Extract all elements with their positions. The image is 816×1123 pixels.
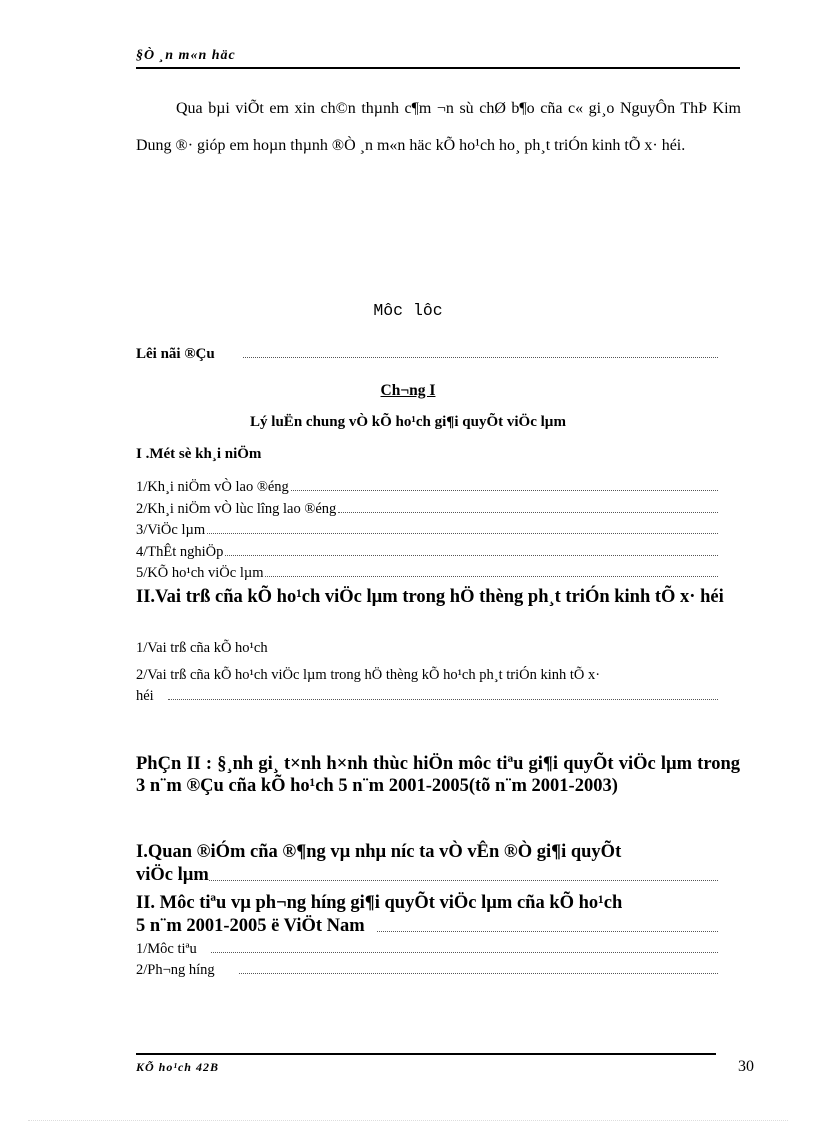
dot-leader <box>243 357 718 358</box>
toc-entry[interactable] <box>136 544 718 561</box>
toc-entry-label[interactable]: 1/Vai trß cña kÕ ho¹ch <box>136 640 268 656</box>
toc-entry[interactable] <box>136 916 718 937</box>
toc-entry[interactable] <box>136 688 718 705</box>
dot-leader <box>377 931 718 932</box>
toc-heading-line: I.Quan ®iÓm cña ®¶ng vµ nhµ níc ta vÒ vÊn ®Ò gi¶i quyÕt <box>136 842 622 862</box>
dot-leader <box>338 512 718 513</box>
toc-title: Môc lôc <box>373 301 443 320</box>
dot-leader <box>239 973 718 974</box>
toc-heading-line: II. Môc tiªu vµ ph¬ng híng gi¶i quyÕt viÖc lµm cña kÕ ho¹ch <box>136 893 623 913</box>
dot-leader <box>168 699 718 700</box>
header-rule <box>136 67 740 69</box>
toc-entry-label: 1/Môc tiªu <box>136 941 197 957</box>
chapter-subtitle: Lý luËn chung vÒ kÕ ho¹ch gi¶i quyÕt viÖc lµm <box>250 414 566 430</box>
dot-leader <box>291 490 718 491</box>
chapter-label: Ch¬ng I <box>380 382 436 399</box>
toc-entry-label: héi <box>136 688 154 704</box>
toc-entry-label: 1/Kh¸i niÖm vÒ lao ®éng <box>136 479 289 495</box>
dot-leader <box>207 533 718 534</box>
toc-entry-label: 5/KÕ ho¹ch viÖc lµm <box>136 565 264 581</box>
toc-entry[interactable] <box>136 865 718 886</box>
page-number: 30 <box>738 1058 754 1075</box>
section-heading-2: II.Vai trß cña kÕ ho¹ch viÖc lµm trong hÖ thèng ph¸t triÓn kinh tÕ x· héi <box>136 587 724 607</box>
toc-entry[interactable] <box>136 479 718 496</box>
toc-entry-label: Lêi nãi ®Çu <box>136 346 215 362</box>
toc-entry[interactable] <box>136 962 718 979</box>
toc-entry[interactable] <box>136 941 718 958</box>
dot-leader <box>209 880 718 881</box>
running-footer: KÕ ho¹ch 42B <box>136 1060 219 1074</box>
dot-leader <box>225 555 718 556</box>
toc-entry-label: 5 n¨m 2001-2005 ë ViÖt Nam <box>136 916 365 936</box>
intro-paragraph: Qua bµi viÕt em xin ch©n thµnh c¶m ¬n sù chØ b¶o cña c« gi¸o NguyÔn ThÞ Kim Dung ®· gióp em hoµn thµnh ®Ò ¸n m«n häc kÕ ho¹ch ho¸ ph¸t triÓn kinh tÕ x· héi. <box>136 100 741 154</box>
page-bottom-border <box>28 1120 788 1121</box>
running-header: §Ò ¸n m«n häc <box>136 48 236 63</box>
toc-entry[interactable] <box>136 565 718 582</box>
toc-entry-label: 4/ThÊt nghiÖp <box>136 544 224 560</box>
toc-entry-label: 2/Kh¸i niÖm vÒ lùc lîng lao ®éng <box>136 501 337 517</box>
toc-entry-label: viÖc lµm <box>136 865 209 885</box>
toc-entry[interactable] <box>136 522 718 539</box>
footer-rule <box>136 1053 716 1055</box>
toc-entry-label[interactable]: 2/Vai trß cña kÕ ho¹ch viÖc lµm trong hÖ thèng kÕ ho¹ch ph¸t triÓn kinh tÕ x· <box>136 667 601 683</box>
section-heading: I .Mét sè kh¸i niÖm <box>136 446 262 462</box>
toc-entry-label: 2/Ph¬ng híng <box>136 962 215 978</box>
dot-leader <box>211 952 718 953</box>
part-heading: PhÇn II : §¸nh gi¸ t×nh h×nh thùc hiÖn môc tiªu gi¶i quyÕt viÖc lµm trong 3 n¨m ®Çu cña kÕ ho¹ch 5 n¨m 2001-2005(tõ n¨m 2001-2003) <box>136 754 740 796</box>
toc-entry-label: 3/ViÖc lµm <box>136 522 206 538</box>
toc-entry-foreword[interactable] <box>136 346 718 363</box>
dot-leader <box>265 576 718 577</box>
toc-entry[interactable] <box>136 501 718 518</box>
